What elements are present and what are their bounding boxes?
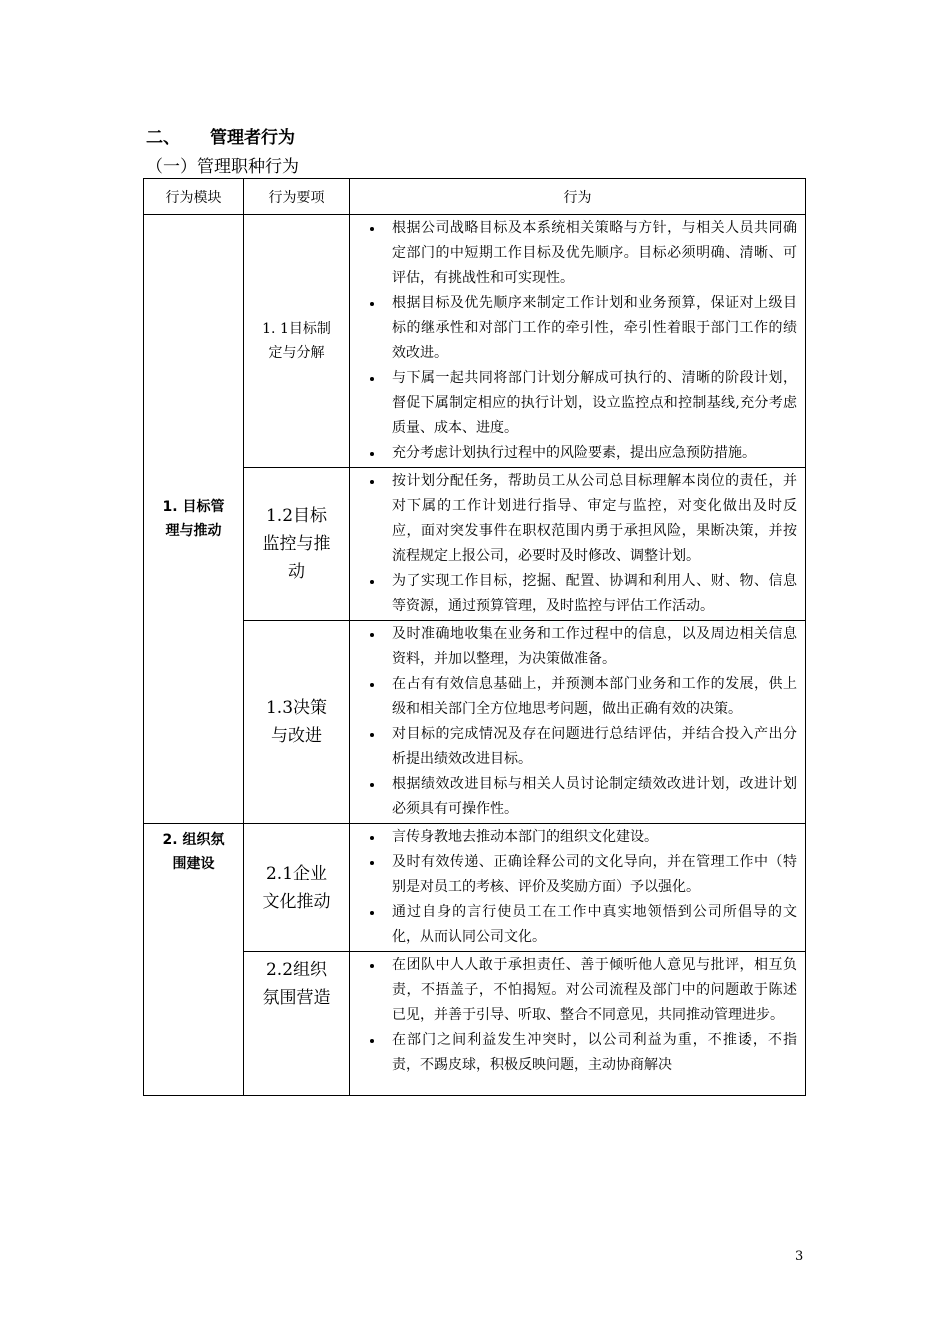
behavior-cell: [350, 468, 806, 621]
subsection-heading: （一）管理职种行为: [146, 157, 299, 177]
bullet-icon: [370, 452, 374, 456]
bullet-icon: [370, 911, 374, 915]
module-cell: 1. 目标管理与推动: [144, 215, 244, 824]
bullet-icon: [370, 227, 374, 231]
item-cell: 1.3决策与改进: [244, 621, 350, 824]
behavior-cell: [350, 621, 806, 824]
list-item: 按计划分配任务，帮助员工从公司总目标理解本岗位的责任，并对下属的工作计划进行指导、审定与监控，对变化做出及时反应，面对突发事件在职权范围内勇于承担风险，果断决策，并按流程规定上报公司，必要时及时修改、调整计划。: [358, 469, 797, 569]
table-row: [144, 824, 806, 952]
header-item: 行为要项: [244, 179, 350, 215]
bullet-icon: [370, 861, 374, 865]
section-heading: [146, 123, 295, 148]
behavior-cell: [350, 952, 806, 1096]
item-cell: 1.2目标监控与推动: [244, 468, 350, 621]
list-item: 对目标的完成情况及存在问题进行总结评估，并结合投入产出分析提出绩效改进目标。: [358, 722, 797, 772]
list-item: 根据公司战略目标及本系统相关策略与方针，与相关人员共同确定部门的中短期工作目标及优先顺序。目标必须明确、清晰、可评估，有挑战性和可实现性。: [358, 216, 797, 291]
section-number: 二、: [146, 128, 180, 148]
bullet-icon: [370, 580, 374, 584]
list-item: 通过自身的言行使员工在工作中真实地领悟到公司所倡导的文化，从而认同公司文化。: [358, 900, 797, 950]
behavior-cell: [350, 215, 806, 468]
bullet-icon: [370, 1039, 374, 1043]
bullet-icon: [370, 683, 374, 687]
bullet-icon: [370, 480, 374, 484]
bullet-icon: [370, 964, 374, 968]
table-row: [144, 215, 806, 468]
list-item: 充分考虑计划执行过程中的风险要素，提出应急预防措施。: [358, 441, 797, 466]
list-item: 在占有有效信息基础上，并预测本部门业务和工作的发展，供上级和相关部门全方位地思考问题，做出正确有效的决策。: [358, 672, 797, 722]
behavior-clip: [358, 953, 797, 1094]
table-row: [144, 952, 806, 1096]
page-number: 3: [795, 1249, 804, 1264]
table-row: [144, 468, 806, 621]
behavior-list: [358, 216, 797, 466]
list-item: 为了实现工作目标，挖掘、配置、协调和利用人、财、物、信息等资源，通过预算管理，及时监控与评估工作活动。: [358, 569, 797, 619]
header-module: 行为模块: [144, 179, 244, 215]
bullet-icon: [370, 633, 374, 637]
bullet-icon: [370, 377, 374, 381]
behavior-list: [358, 622, 797, 822]
item-cell: 2.1企业文化推动: [244, 824, 350, 952]
behavior-cell: [350, 824, 806, 952]
list-item: 在团队中人人敢于承担责任、善于倾听他人意见与批评，相互负责，不捂盖子，不怕揭短。对公司流程及部门中的问题敢于陈述已见，并善于引导、听取、整合不同意见，共同推动管理进步。: [358, 953, 797, 1028]
table-header-row: [144, 179, 806, 215]
item-cell: 2.2组织氛围营造: [244, 952, 350, 1096]
list-item: 言传身教地去推动本部门的组织文化建设。: [358, 825, 797, 850]
list-item: 根据绩效改进目标与相关人员讨论制定绩效改进计划，改进计划必须具有可操作性。: [358, 772, 797, 822]
bullet-icon: [370, 783, 374, 787]
list-item: 根据目标及优先顺序来制定工作计划和业务预算，保证对上级目标的继承性和对部门工作的牵引性，牵引性着眼于部门工作的绩效改进。: [358, 291, 797, 366]
behavior-table: [143, 178, 806, 1096]
behavior-list: [358, 953, 797, 1078]
list-item: 及时有效传递、正确诠释公司的文化导向，并在管理工作中（特别是对员工的考核、评价及奖励方面）予以强化。: [358, 850, 797, 900]
list-item: 在部门之间利益发生冲突时，以公司利益为重，不推诿，不指责，不踢皮球，积极反映问题，主动协商解决: [358, 1028, 797, 1078]
list-item: 及时准确地收集在业务和工作过程中的信息，以及周边相关信息资料，并加以整理，为决策做准备。: [358, 622, 797, 672]
item-cell: 1. 1目标制定与分解: [244, 215, 350, 468]
table-row: [144, 621, 806, 824]
behavior-list: [358, 825, 797, 950]
section-title: 管理者行为: [210, 128, 295, 148]
bullet-icon: [370, 836, 374, 840]
module-cell: 2. 组织氛围建设: [144, 824, 244, 1096]
bullet-icon: [370, 733, 374, 737]
header-behavior: 行为: [350, 179, 806, 215]
list-item: 与下属一起共同将部门计划分解成可执行的、清晰的阶段计划，督促下属制定相应的执行计划，设立监控点和控制基线,充分考虑质量、成本、进度。: [358, 366, 797, 441]
bullet-icon: [370, 302, 374, 306]
behavior-list: [358, 469, 797, 619]
